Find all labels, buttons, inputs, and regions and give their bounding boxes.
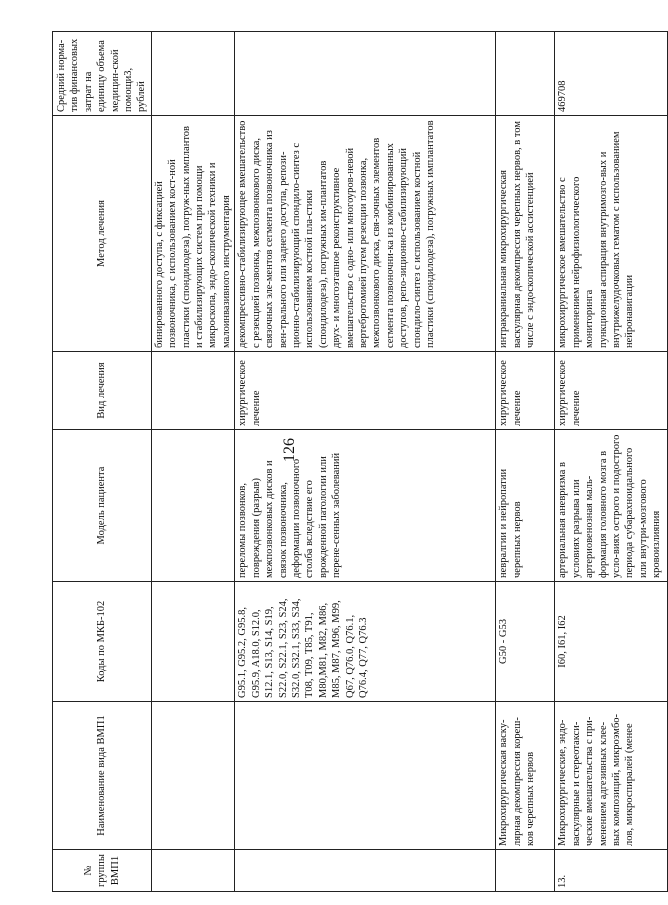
rotated-page	[52, 32, 663, 892]
header-group-no: № группы ВМП1	[53, 850, 152, 892]
cell-cost: 469708	[555, 32, 668, 116]
cell-name	[235, 702, 496, 850]
table-row	[496, 32, 555, 892]
cell-model: артериальная аневризма в условиях разрыва или артериовенозная маль-формация головного мозга в усло-виях острого и подострого периода субарахноидального или внутри-мозгового кровоизлияния	[555, 430, 668, 582]
vmp-table	[52, 31, 668, 892]
cell-name: Микрохирургические, эндо-васкулярные и стереотакси-ческие вмешательства с при-менением адгезивных клее-вых композиций, микроэмбо-лов, микроспиралей (менее	[555, 702, 668, 850]
cell-method: бинированного доступа, с фиксацией позвоночника, с использованием кост-ной пластики (спондилодеза), погруж-ных имплантов и стабилизирующих систем при помощи микроскопа, эндо-скопической техники и малоинвазивного инструментария	[151, 116, 234, 352]
cell-codes	[151, 582, 234, 702]
cell-cost	[496, 32, 555, 116]
cell-method: микрохирургическое вмешательство с применением нейрофизиологического мониторинга пункционная аспирация внутримозго-вых и внутрижелудочковых гематом с использованием нейронавигации	[555, 116, 668, 352]
cell-cost	[235, 32, 496, 116]
cell-codes: I60, I61, I62	[555, 582, 668, 702]
cell-codes: G95.1, G95.2, G95.8, G95.9, A18.0, S12.0, S12.1, S13, S14, S19, S22.0, S22.1, S23, S24, S32.0, S32.1, S33, S34, T08, T09, T85, T91, M80,M81, M82, M86, M85, M87, M96, M99, Q67, Q76.0, Q76.1, Q76.4, Q77, Q76.3	[235, 582, 496, 702]
cell-codes: G50 - G53	[496, 582, 555, 702]
cell-treatment-type: хирургическое лечение	[555, 352, 668, 430]
cell-treatment-type: хирургическое лечение	[496, 352, 555, 430]
header-model: Модель пациента	[53, 430, 152, 582]
cell-name: Микрохирургическая васку-лярная декомпрессия кореш-ков черепных нервов	[496, 702, 555, 850]
cell-treatment-type: хирургическое лечение	[235, 352, 496, 430]
cell-model	[151, 430, 234, 582]
table-header	[53, 32, 152, 892]
table-row	[151, 32, 234, 892]
cell-name	[151, 702, 234, 850]
page-number: 126	[281, 438, 298, 462]
table-row	[235, 32, 496, 892]
cell-cost	[151, 32, 234, 116]
cell-model: невралгии и нейропатии черепных нервов	[496, 430, 555, 582]
cell-group-no	[235, 850, 496, 892]
cell-method: интракраниальная микрохирургическая васкулярная декомпрессия черепных нервов, в том числе с эндоскопической ассистенцией	[496, 116, 555, 352]
cell-group-no: 13.	[555, 850, 668, 892]
cell-model: переломы позвонков, повреждения (разрыв) межпозвонковых дисков и связок позвоночника, деформации позвоночного столба вследствие его врожденной патологии или перене-сенных заболеваний	[235, 430, 496, 582]
header-cost: Средний норма-тив финансовых затрат на единицу объема медицин-ской помощи3, рублей	[53, 32, 152, 116]
cell-method: декомпрессивно-стабилизирующее вмешательство с резекцией позвонка, межпозвонкового диска, связочных эле-ментов сегмента позвоночника из вен-трального или заднего доступа, репози-ционно-стабилизирующий спондило-синтез с использованием костной пла-стики (спондилодеза), погружных им-плантатов двух- и многоэтапное реконструктивное вмешательство с одно- или многоуров-невой вертебротомией путем резекции позвонка, межпозвонкового диска, свя-зочных элементов сегмента позвоночни-ка из комбинированных доступов, репо-зиционно-стабилизирующий спондило-синтез с использованием костной пластики (спондилодеза), погружных имплантатов	[235, 116, 496, 352]
cell-treatment-type	[151, 352, 234, 430]
header-treatment-type: Вид лечения	[53, 352, 152, 430]
header-method: Метод лечения	[53, 116, 152, 352]
header-name: Наименование вида ВМП1	[53, 702, 152, 850]
cell-group-no	[496, 850, 555, 892]
header-codes: Коды по МКБ-102	[53, 582, 152, 702]
table-row	[555, 32, 668, 892]
cell-group-no	[151, 850, 234, 892]
